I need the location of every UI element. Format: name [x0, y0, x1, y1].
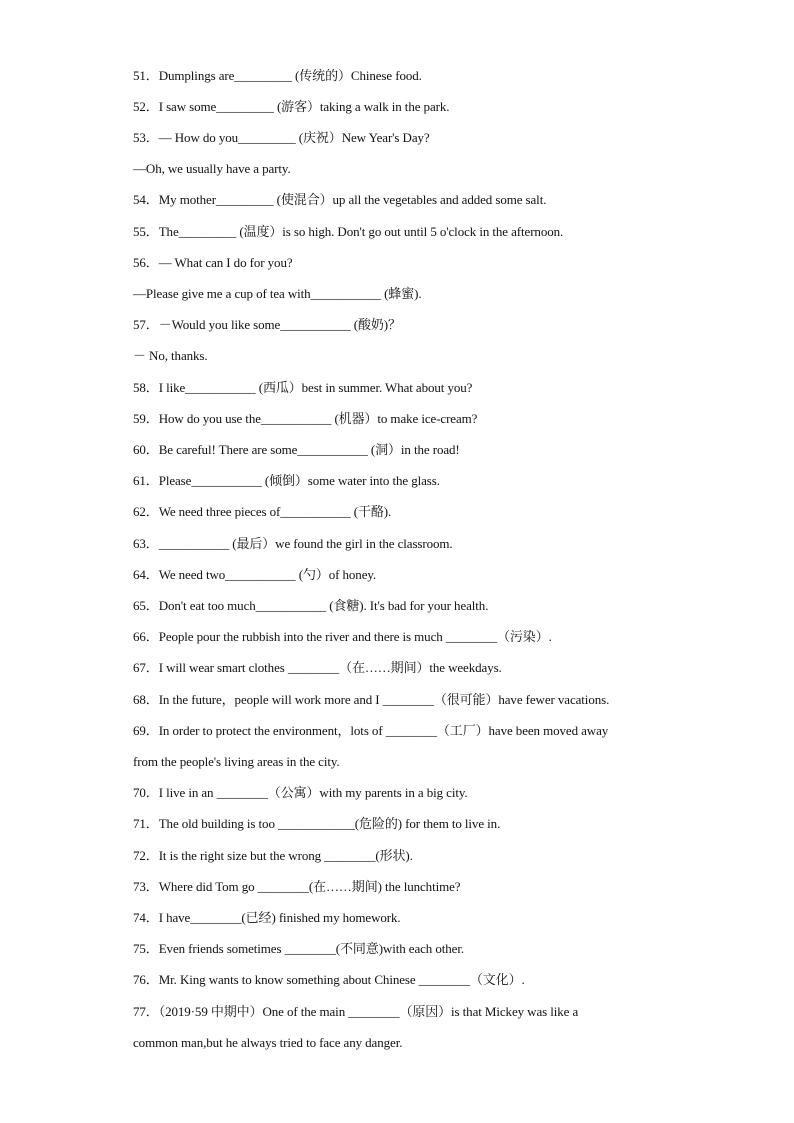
question-61: 61．Please___________ (倾倒）some water into the glass. — [133, 473, 440, 488]
question-75: 75．Even friends sometimes ________(不同意)with each other. — [133, 941, 464, 956]
question-68: 68．In the future，people will work more and I ________（很可能）have fewer vacations. — [133, 692, 610, 707]
question-69-continued: from the people's living areas in the city. — [133, 754, 340, 769]
question-54: 54．My mother_________ (使混合）up all the vegetables and added some salt. — [133, 192, 547, 207]
question-65: 65．Don't eat too much___________ (食糖). It's bad for your health. — [133, 598, 489, 613]
question-57-reply: － No, thanks. — [133, 348, 208, 363]
question-64: 64．We need two___________ (勺）of honey. — [133, 567, 377, 582]
question-63: 63．___________ (最后）we found the girl in the classroom. — [133, 536, 453, 551]
question-77-continued: common man,but he always tried to face any danger. — [133, 1035, 403, 1050]
question-74: 74．I have________(已经) finished my homework. — [133, 910, 401, 925]
question-59: 59．How do you use the___________ (机器）to make ice-cream? — [133, 411, 478, 426]
question-73: 73．Where did Tom go ________(在……期间) the lunchtime? — [133, 879, 461, 894]
question-72: 72．It is the right size but the wrong ________(形状). — [133, 848, 413, 863]
question-58: 58．I like___________ (西瓜）best in summer. What about you? — [133, 380, 473, 395]
question-56: 56．— What can I do for you? — [133, 255, 293, 270]
question-77: 77．（2019·59 中期中）One of the main ________（原因）is that Mickey was like a — [133, 1004, 579, 1019]
question-62: 62．We need three pieces of___________ (干酪). — [133, 504, 392, 519]
question-67: 67．I will wear smart clothes ________（在……期间）the weekdays. — [133, 660, 502, 675]
question-51: 51．Dumplings are_________ (传统的）Chinese food. — [133, 68, 422, 83]
question-69: 69．In order to protect the environment，lots of ________（工厂）have been moved away — [133, 723, 609, 738]
question-52: 52．I saw some_________ (游客）taking a walk in the park. — [133, 99, 450, 114]
question-76: 76．Mr. King wants to know something about Chinese ________（文化）. — [133, 972, 525, 987]
question-56-reply: —Please give me a cup of tea with___________ (蜂蜜). — [133, 286, 422, 301]
question-53-reply: —Oh, we usually have a party. — [133, 161, 291, 176]
question-60: 60．Be careful! There are some___________ (洞）in the road! — [133, 442, 460, 457]
question-66: 66．People pour the rubbish into the river and there is much ________（污染）. — [133, 629, 552, 644]
question-57: 57．－Would you like some___________ (酸奶)？ — [133, 317, 401, 332]
question-53: 53．— How do you_________ (庆祝）New Year's Day? — [133, 130, 430, 145]
question-55: 55．The_________ (温度）is so high. Don't go out until 5 o'clock in the afternoon. — [133, 224, 564, 239]
question-71: 71．The old building is too ____________(危险的) for them to live in. — [133, 816, 501, 831]
question-70: 70．I live in an ________（公寓）with my parents in a big city. — [133, 785, 468, 800]
